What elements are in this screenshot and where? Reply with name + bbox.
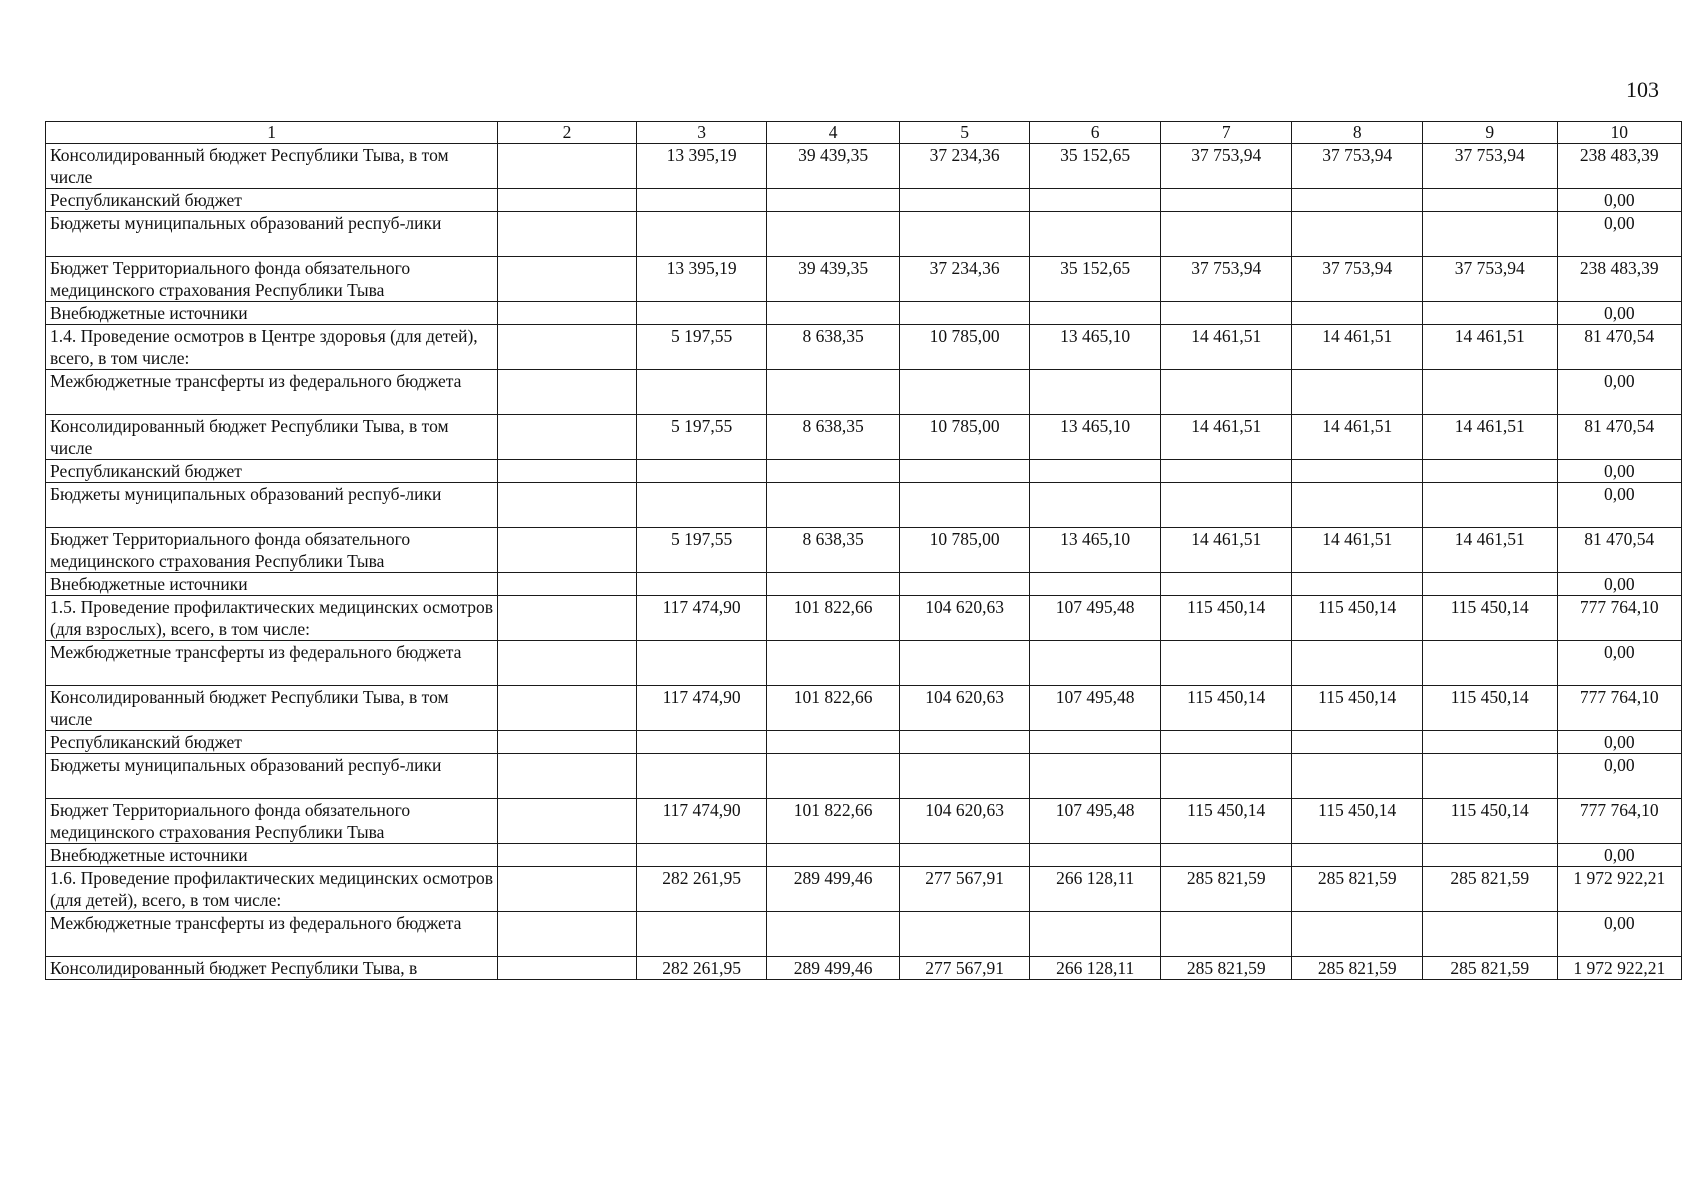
value-cell: 107 495,48 (1030, 799, 1161, 844)
table-header-row (46, 122, 1682, 144)
value-cell: 1 972 922,21 (1557, 867, 1681, 912)
row-label: Внебюджетные источники (46, 844, 498, 867)
value-cell (1292, 483, 1423, 528)
value-cell: 14 461,51 (1292, 325, 1423, 370)
value-cell (1030, 731, 1161, 754)
value-cell (899, 754, 1030, 799)
value-cell: 777 764,10 (1557, 799, 1681, 844)
value-cell: 13 465,10 (1030, 528, 1161, 573)
value-cell (767, 754, 900, 799)
value-cell (636, 189, 767, 212)
value-cell (1030, 912, 1161, 957)
value-cell (899, 212, 1030, 257)
table-row (46, 483, 1682, 528)
value-cell: 14 461,51 (1422, 415, 1557, 460)
value-cell: 0,00 (1557, 212, 1681, 257)
value-cell: 115 450,14 (1292, 799, 1423, 844)
value-cell: 277 567,91 (899, 867, 1030, 912)
value-cell: 0,00 (1557, 483, 1681, 528)
value-cell: 0,00 (1557, 731, 1681, 754)
row-col2-cell (498, 686, 637, 731)
row-label: Внебюджетные источники (46, 573, 498, 596)
table-row (46, 144, 1682, 189)
value-cell (1422, 754, 1557, 799)
value-cell: 0,00 (1557, 302, 1681, 325)
value-cell (636, 370, 767, 415)
row-col2-cell (498, 641, 637, 686)
value-cell: 14 461,51 (1160, 528, 1292, 573)
row-label: Бюджет Территориального фонда обязательного медицинского страхования Республики Тыва (46, 528, 498, 573)
table-row (46, 912, 1682, 957)
header-cell: 1 (46, 122, 498, 144)
header-cell: 7 (1160, 122, 1292, 144)
row-label: 1.4. Проведение осмотров в Центре здоровья (для детей), всего, в том числе: (46, 325, 498, 370)
value-cell: 115 450,14 (1422, 799, 1557, 844)
value-cell (1030, 460, 1161, 483)
value-cell (1422, 912, 1557, 957)
value-cell (1292, 573, 1423, 596)
value-cell (1160, 912, 1292, 957)
value-cell (899, 302, 1030, 325)
table-row (46, 415, 1682, 460)
value-cell: 37 234,36 (899, 144, 1030, 189)
value-cell (636, 302, 767, 325)
value-cell (636, 731, 767, 754)
value-cell (636, 460, 767, 483)
table-row (46, 257, 1682, 302)
value-cell (767, 189, 900, 212)
value-cell: 10 785,00 (899, 325, 1030, 370)
row-col2-cell (498, 844, 637, 867)
value-cell: 35 152,65 (1030, 144, 1161, 189)
value-cell (1292, 460, 1423, 483)
value-cell: 238 483,39 (1557, 144, 1681, 189)
value-cell (1030, 212, 1161, 257)
value-cell: 115 450,14 (1160, 799, 1292, 844)
row-label: Бюджеты муниципальных образований респуб-лики (46, 483, 498, 528)
value-cell: 282 261,95 (636, 957, 767, 980)
value-cell (1030, 844, 1161, 867)
value-cell (1160, 641, 1292, 686)
header-cell: 2 (498, 122, 637, 144)
value-cell (1030, 302, 1161, 325)
row-col2-cell (498, 325, 637, 370)
value-cell (1422, 370, 1557, 415)
value-cell (1160, 754, 1292, 799)
value-cell: 8 638,35 (767, 325, 900, 370)
value-cell: 101 822,66 (767, 596, 900, 641)
value-cell: 107 495,48 (1030, 686, 1161, 731)
value-cell: 0,00 (1557, 754, 1681, 799)
value-cell: 0,00 (1557, 641, 1681, 686)
value-cell (899, 370, 1030, 415)
value-cell (767, 912, 900, 957)
row-col2-cell (498, 799, 637, 844)
value-cell: 101 822,66 (767, 799, 900, 844)
value-cell: 14 461,51 (1160, 415, 1292, 460)
value-cell: 14 461,51 (1292, 528, 1423, 573)
value-cell: 238 483,39 (1557, 257, 1681, 302)
table-row (46, 573, 1682, 596)
value-cell: 37 753,94 (1292, 144, 1423, 189)
row-col2-cell (498, 867, 637, 912)
value-cell: 117 474,90 (636, 596, 767, 641)
value-cell: 13 395,19 (636, 257, 767, 302)
value-cell (1292, 641, 1423, 686)
row-col2-cell (498, 483, 637, 528)
value-cell: 8 638,35 (767, 528, 900, 573)
table-row (46, 189, 1682, 212)
value-cell (1292, 189, 1423, 212)
row-label: Бюджет Территориального фонда обязательного медицинского страхования Республики Тыва (46, 799, 498, 844)
value-cell: 101 822,66 (767, 686, 900, 731)
value-cell (1160, 370, 1292, 415)
row-label: 1.5. Проведение профилактических медицинских осмотров (для взрослых), всего, в том числе: (46, 596, 498, 641)
row-label: Бюджет Территориального фонда обязательного медицинского страхования Республики Тыва (46, 257, 498, 302)
row-label: Консолидированный бюджет Республики Тыва, в том числе (46, 144, 498, 189)
value-cell (1422, 483, 1557, 528)
value-cell: 37 234,36 (899, 257, 1030, 302)
value-cell: 0,00 (1557, 189, 1681, 212)
value-cell: 37 753,94 (1292, 257, 1423, 302)
value-cell (1292, 844, 1423, 867)
row-col2-cell (498, 460, 637, 483)
value-cell: 285 821,59 (1292, 957, 1423, 980)
header-cell: 9 (1422, 122, 1557, 144)
row-col2-cell (498, 528, 637, 573)
value-cell (899, 483, 1030, 528)
row-col2-cell (498, 189, 637, 212)
value-cell: 37 753,94 (1160, 257, 1292, 302)
page-number: 103 (1626, 77, 1659, 102)
row-col2-cell (498, 144, 637, 189)
value-cell: 39 439,35 (767, 144, 900, 189)
row-label: Консолидированный бюджет Республики Тыва, в том числе (46, 686, 498, 731)
value-cell: 14 461,51 (1160, 325, 1292, 370)
header-cell: 10 (1557, 122, 1681, 144)
value-cell: 777 764,10 (1557, 596, 1681, 641)
table-row (46, 325, 1682, 370)
value-cell: 115 450,14 (1422, 686, 1557, 731)
row-label: Республиканский бюджет (46, 731, 498, 754)
value-cell (636, 844, 767, 867)
value-cell (767, 460, 900, 483)
value-cell: 104 620,63 (899, 799, 1030, 844)
value-cell: 0,00 (1557, 912, 1681, 957)
table-row (46, 596, 1682, 641)
value-cell (899, 844, 1030, 867)
value-cell (636, 754, 767, 799)
value-cell: 117 474,90 (636, 686, 767, 731)
value-cell: 117 474,90 (636, 799, 767, 844)
value-cell (636, 641, 767, 686)
value-cell (1030, 573, 1161, 596)
value-cell: 37 753,94 (1422, 257, 1557, 302)
value-cell: 104 620,63 (899, 596, 1030, 641)
value-cell (899, 641, 1030, 686)
row-col2-cell (498, 370, 637, 415)
value-cell (1292, 731, 1423, 754)
table-row (46, 754, 1682, 799)
value-cell (767, 641, 900, 686)
table-row (46, 844, 1682, 867)
value-cell (767, 370, 900, 415)
value-cell (767, 302, 900, 325)
value-cell (1422, 573, 1557, 596)
value-cell: 115 450,14 (1292, 686, 1423, 731)
value-cell: 37 753,94 (1422, 144, 1557, 189)
value-cell: 13 465,10 (1030, 325, 1161, 370)
row-col2-cell (498, 731, 637, 754)
row-col2-cell (498, 415, 637, 460)
value-cell: 266 128,11 (1030, 867, 1161, 912)
value-cell (899, 189, 1030, 212)
table-body (46, 122, 1682, 980)
value-cell: 285 821,59 (1422, 867, 1557, 912)
value-cell (1422, 460, 1557, 483)
value-cell: 37 753,94 (1160, 144, 1292, 189)
header-cell: 6 (1030, 122, 1161, 144)
value-cell (636, 573, 767, 596)
value-cell (1292, 212, 1423, 257)
table-row (46, 867, 1682, 912)
value-cell (636, 912, 767, 957)
value-cell: 8 638,35 (767, 415, 900, 460)
row-col2-cell (498, 573, 637, 596)
table-row (46, 370, 1682, 415)
row-label: 1.6. Проведение профилактических медицинских осмотров (для детей), всего, в том числе: (46, 867, 498, 912)
value-cell: 115 450,14 (1160, 596, 1292, 641)
value-cell (1030, 483, 1161, 528)
value-cell (1160, 460, 1292, 483)
value-cell (899, 912, 1030, 957)
row-col2-cell (498, 912, 637, 957)
value-cell: 285 821,59 (1422, 957, 1557, 980)
value-cell: 1 972 922,21 (1557, 957, 1681, 980)
table-row (46, 799, 1682, 844)
row-col2-cell (498, 257, 637, 302)
value-cell (767, 573, 900, 596)
row-col2-cell (498, 302, 637, 325)
table-row (46, 212, 1682, 257)
value-cell (1160, 212, 1292, 257)
table-row (46, 528, 1682, 573)
table-row (46, 302, 1682, 325)
row-label: Бюджеты муниципальных образований респуб-лики (46, 754, 498, 799)
value-cell (1422, 212, 1557, 257)
budget-table (45, 121, 1682, 980)
value-cell (1160, 302, 1292, 325)
value-cell: 0,00 (1557, 460, 1681, 483)
row-label: Межбюджетные трансферты из федерального бюджета (46, 641, 498, 686)
value-cell: 81 470,54 (1557, 415, 1681, 460)
value-cell (1292, 370, 1423, 415)
value-cell: 39 439,35 (767, 257, 900, 302)
value-cell: 14 461,51 (1422, 528, 1557, 573)
value-cell (1030, 641, 1161, 686)
value-cell (1030, 189, 1161, 212)
value-cell: 107 495,48 (1030, 596, 1161, 641)
row-label: Межбюджетные трансферты из федерального бюджета (46, 370, 498, 415)
value-cell: 5 197,55 (636, 528, 767, 573)
value-cell (767, 731, 900, 754)
table-row (46, 957, 1682, 980)
value-cell (1030, 754, 1161, 799)
value-cell (636, 483, 767, 528)
header-cell: 5 (899, 122, 1030, 144)
value-cell (1160, 731, 1292, 754)
value-cell (1422, 731, 1557, 754)
value-cell: 285 821,59 (1160, 867, 1292, 912)
value-cell: 115 450,14 (1160, 686, 1292, 731)
header-cell: 8 (1292, 122, 1423, 144)
row-label: Консолидированный бюджет Республики Тыва, в том числе (46, 415, 498, 460)
row-label: Бюджеты муниципальных образований респуб-лики (46, 212, 498, 257)
value-cell: 277 567,91 (899, 957, 1030, 980)
value-cell (899, 573, 1030, 596)
value-cell: 5 197,55 (636, 415, 767, 460)
value-cell (1160, 483, 1292, 528)
value-cell: 289 499,46 (767, 957, 900, 980)
value-cell (899, 460, 1030, 483)
row-col2-cell (498, 754, 637, 799)
value-cell: 10 785,00 (899, 415, 1030, 460)
value-cell: 0,00 (1557, 573, 1681, 596)
header-cell: 4 (767, 122, 900, 144)
value-cell: 13 395,19 (636, 144, 767, 189)
value-cell: 104 620,63 (899, 686, 1030, 731)
value-cell (1422, 302, 1557, 325)
value-cell (1422, 641, 1557, 686)
value-cell: 115 450,14 (1292, 596, 1423, 641)
value-cell (1160, 573, 1292, 596)
value-cell (636, 212, 767, 257)
value-cell: 289 499,46 (767, 867, 900, 912)
table-row (46, 686, 1682, 731)
value-cell: 81 470,54 (1557, 528, 1681, 573)
value-cell: 10 785,00 (899, 528, 1030, 573)
value-cell: 81 470,54 (1557, 325, 1681, 370)
value-cell: 285 821,59 (1160, 957, 1292, 980)
value-cell: 266 128,11 (1030, 957, 1161, 980)
row-label: Межбюджетные трансферты из федерального бюджета (46, 912, 498, 957)
value-cell: 14 461,51 (1292, 415, 1423, 460)
table-row (46, 731, 1682, 754)
row-label: Республиканский бюджет (46, 189, 498, 212)
value-cell (1422, 189, 1557, 212)
value-cell: 285 821,59 (1292, 867, 1423, 912)
value-cell: 282 261,95 (636, 867, 767, 912)
value-cell: 5 197,55 (636, 325, 767, 370)
value-cell (767, 844, 900, 867)
value-cell: 0,00 (1557, 844, 1681, 867)
value-cell (1160, 189, 1292, 212)
value-cell (1292, 912, 1423, 957)
table-row (46, 460, 1682, 483)
value-cell (767, 483, 900, 528)
value-cell (1160, 844, 1292, 867)
value-cell (899, 731, 1030, 754)
row-label: Республиканский бюджет (46, 460, 498, 483)
row-col2-cell (498, 596, 637, 641)
value-cell (1292, 302, 1423, 325)
row-label: Внебюджетные источники (46, 302, 498, 325)
value-cell: 14 461,51 (1422, 325, 1557, 370)
value-cell (1292, 754, 1423, 799)
header-cell: 3 (636, 122, 767, 144)
value-cell (767, 212, 900, 257)
value-cell: 0,00 (1557, 370, 1681, 415)
row-col2-cell (498, 212, 637, 257)
value-cell: 777 764,10 (1557, 686, 1681, 731)
value-cell: 115 450,14 (1422, 596, 1557, 641)
value-cell: 13 465,10 (1030, 415, 1161, 460)
table-row (46, 641, 1682, 686)
row-col2-cell (498, 957, 637, 980)
value-cell (1030, 370, 1161, 415)
row-label: Консолидированный бюджет Республики Тыва, в (46, 957, 498, 980)
value-cell (1422, 844, 1557, 867)
value-cell: 35 152,65 (1030, 257, 1161, 302)
